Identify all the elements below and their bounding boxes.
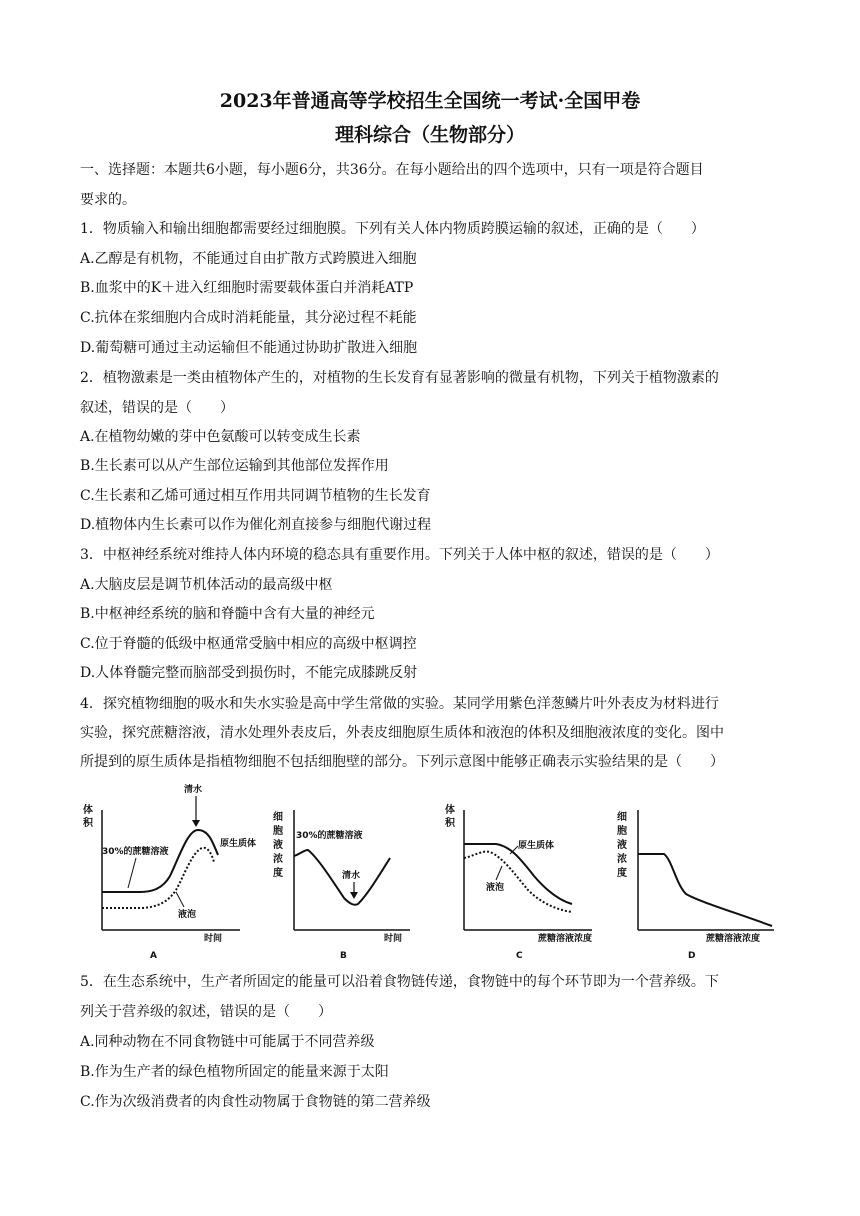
- q5-option-b: B.作为生产者的绿色植物所固定的能量来源于太阳: [80, 1064, 389, 1080]
- figure-a-water-arrowhead: [192, 820, 200, 827]
- figure-c-vacuole-pointer: [496, 866, 502, 880]
- q2-option-d: D.植物体内生长素可以作为催化剂直接参与细胞代谢过程: [80, 517, 432, 533]
- exam-subtitle: 理科综合（生物部分）: [334, 124, 525, 146]
- q2-option-a: A.在植物幼嫩的芽中色氨酸可以转变成生长素: [80, 429, 361, 445]
- figure-a-protoplast-curve: [102, 830, 218, 892]
- figure-b: [270, 780, 420, 960]
- figure-b-label-water: 清水: [342, 871, 361, 881]
- q3-option-d: D.人体脊髓完整而脑部受到损伤时，不能完成膝跳反射: [80, 665, 418, 681]
- q1-option-d: D.葡萄糖可通过主动运输但不能通过协助扩散进入细胞: [80, 340, 418, 356]
- q1-option-a: A.乙醇是有机物，不能通过自由扩散方式跨膜进入细胞: [80, 251, 417, 267]
- figure-a-letter: A: [150, 951, 157, 961]
- q2-option-b: B.生长素可以从产生部位运输到其他部位发挥作用: [80, 458, 389, 474]
- figure-b-label-sucrose: 30%的蔗糖溶液: [296, 831, 363, 841]
- figure-a: [80, 780, 257, 961]
- q5-stem: 5．在生态系统中，生产者所固定的能量可以沿着食物链传递，食物链中的每个环节即为一个营养级。下: [80, 974, 719, 990]
- figure-d-ylabel: 胞: [617, 826, 627, 837]
- figure-d-ylabel: 度: [617, 868, 627, 879]
- figure-b-ylabel: 度: [273, 868, 283, 879]
- figure-c-ylabel: 体: [445, 805, 455, 816]
- figure-d: [614, 780, 780, 960]
- q5-option-c: C.作为次级消费者的肉食性动物属于食物链的第二营养级: [80, 1094, 431, 1110]
- q1-option-b: B.血浆中的K＋进入红细胞时需要载体蛋白并消耗ATP: [80, 280, 414, 296]
- figure-a-label-protoplast: 原生质体: [220, 839, 257, 849]
- q4-stem-cont: 实验，探究蔗糖溶液，清水处理外表皮后，外表皮细胞原生质体和液泡的体积及细胞液浓度的变化。图中: [80, 725, 724, 741]
- figure-a-sucrose-pointer: [128, 858, 136, 888]
- figure-a-label-water: 清水: [184, 785, 203, 795]
- q3-option-c: C.位于脊髓的低级中枢通常受脑中相应的高级中枢调控: [80, 636, 417, 652]
- figure-b-water-arrowhead: [350, 892, 358, 899]
- figure-d-ylabel: 细: [617, 812, 627, 823]
- figure-d-ylabel: 液: [617, 840, 627, 851]
- figure-d-concentration-curve: [638, 854, 772, 926]
- figure-b-ylabel: 细: [273, 812, 283, 823]
- q1-option-c: C.抗体在浆细胞内合成时消耗能量，其分泌过程不耗能: [80, 310, 417, 326]
- figure-b-letter: B: [340, 951, 347, 961]
- q3-option-b: B.中枢神经系统的脑和脊髓中含有大量的神经元: [80, 606, 375, 622]
- figure-a-xlabel: 时间: [204, 934, 223, 944]
- figure-d-letter: D: [688, 951, 696, 961]
- figure-c-label-protoplast: 原生质体: [518, 841, 555, 851]
- figure-d-ylabel: 浓: [617, 854, 627, 865]
- figure-a-ylabel: 体: [83, 805, 93, 816]
- figure-b-ylabel: 液: [273, 840, 283, 851]
- figure-c-letter: C: [516, 951, 523, 961]
- q2-stem: 2．植物激素是一类由植物体产生的，对植物的生长发育有显著影响的微量有机物，下列关于植物激素的: [80, 370, 719, 386]
- q4-stem-cont2: 所提到的原生质体是指植物细胞不包括细胞壁的部分。下列示意图中能够正确表示实验结果的是（ ）: [80, 754, 724, 770]
- q2-stem-cont: 叙述，错误的是（ ）: [80, 400, 234, 416]
- figure-b-xlabel: 时间: [384, 934, 403, 944]
- figure-c-xlabel: 蔗糖溶液浓度: [538, 934, 593, 944]
- figure-a-label-vacuole: 液泡: [178, 910, 197, 920]
- exam-title: 2023年普通高等学校招生全国统一考试·全国甲卷: [219, 90, 641, 112]
- figure-b-ylabel: 胞: [273, 826, 283, 837]
- q3-stem: 3．中枢神经系统对维持人体内环境的稳态具有重要作用。下列关于人体中枢的叙述，错误的是（ ）: [80, 547, 719, 563]
- figure-c-label-vacuole: 液泡: [486, 883, 505, 893]
- q5-stem-cont: 列关于营养级的叙述，错误的是（ ）: [80, 1004, 332, 1020]
- figure-c: [442, 780, 602, 960]
- figure-c-vacuole-curve: [464, 852, 572, 912]
- figure-d-xlabel: 蔗糖溶液浓度: [706, 934, 761, 944]
- q1-stem: 1．物质输入和输出细胞都需要经过细胞膜。下列有关人体内物质跨膜运输的叙述，正确的是（ ）: [80, 221, 705, 237]
- q5-option-a: A.同种动物在不同食物链中可能属于不同营养级: [80, 1034, 375, 1050]
- figure-c-ylabel: 积: [445, 818, 455, 829]
- q3-option-a: A.大脑皮层是调节机体活动的最高级中枢: [80, 577, 333, 593]
- section-instruction: 一、选择题：本题共6小题，每小题6分，共36分。在每小题给出的四个选项中，只有一项是符合题目: [80, 162, 704, 178]
- figure-a-vacuole-pointer: [176, 892, 184, 907]
- q4-stem: 4．探究植物细胞的吸水和失水实验是高中学生常做的实验。某同学用紫色洋葱鳞片叶外表皮为材料进行: [80, 696, 719, 712]
- figure-a-ylabel: 积: [83, 818, 93, 829]
- figure-b-ylabel: 浓: [273, 854, 283, 865]
- figure-a-label-sucrose: 30%的蔗糖溶液: [102, 847, 169, 857]
- q2-option-c: C.生长素和乙烯可通过相互作用共同调节植物的生长发育: [80, 488, 431, 504]
- section-instruction-cont: 要求的。: [80, 192, 136, 208]
